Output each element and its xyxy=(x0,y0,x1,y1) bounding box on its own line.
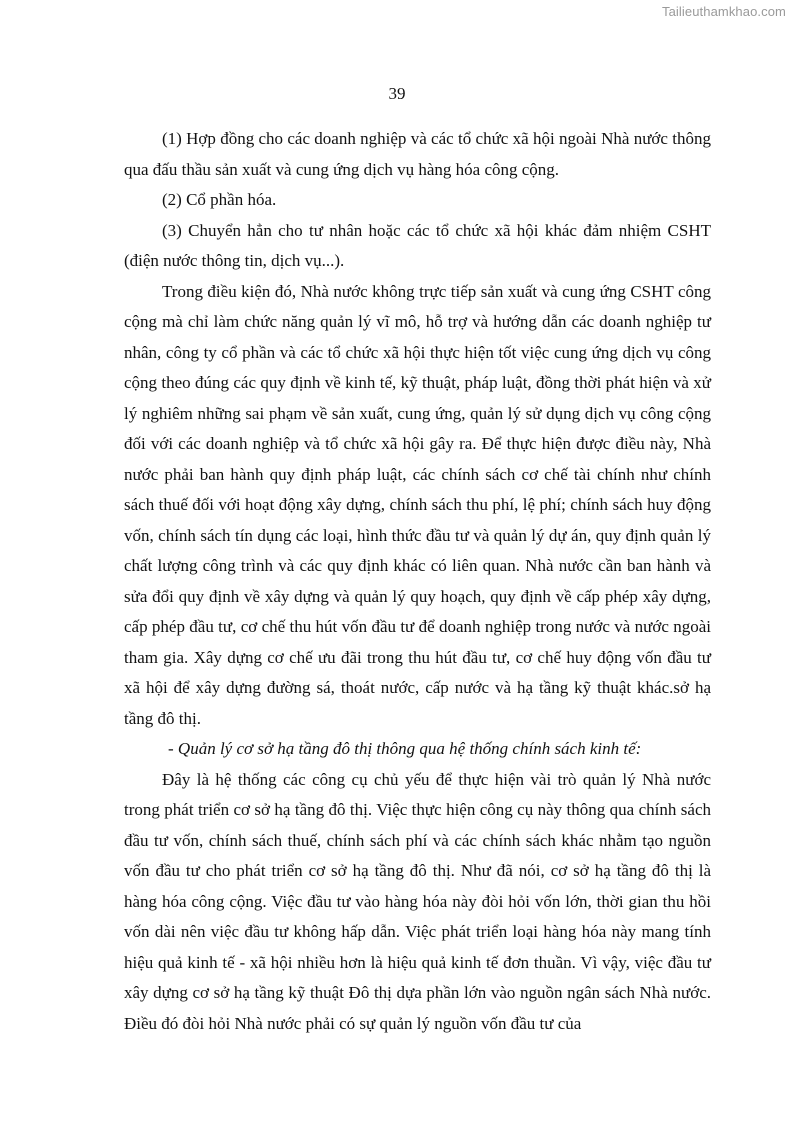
page-number: 39 xyxy=(388,84,406,103)
paragraph-economic-policy: Đây là hệ thống các công cụ chủ yếu để thực hiện vài trò quản lý Nhà nước trong phát triển cơ sở hạ tầng đô thị. Việc thực hiện công cụ này thông qua chính sách đầu tư vốn, chính sách thuế, chính sách phí và các chính sách khác nhằm tạo nguồn vốn đầu tư cho phát triển cơ sở hạ tầng đô thị. Như đã nói, cơ sở hạ tầng đô thị là hàng hóa công cộng. Việc đầu tư vào hàng hóa này đòi hỏi vốn lớn, thời gian thu hồi vốn dài nên việc đầu tư không hấp dẫn. Việc phát triển loại hàng hóa này mang tính hiệu quả kinh tế - xã hội nhiều hơn là hiệu quả kinh tế đơn thuần. Vì vậy, việc đầu tư xây dựng cơ sở hạ tầng kỹ thuật Đô thị dựa phần lớn vào nguồn ngân sách Nhà nước. Điều đó đòi hỏi Nhà nước phải có sự quản lý nguồn vốn đầu tư của xyxy=(124,769,711,1033)
paragraph-item-1: (1) Hợp đồng cho các doanh nghiệp và các tổ chức xã hội ngoài Nhà nước thông qua đấu thầu sản xuất và cung ứng dịch vụ hàng hóa công cộng. xyxy=(124,129,711,179)
paragraph-item-2: (2) Cổ phần hóa. xyxy=(162,190,277,209)
section-heading: - Quản lý cơ sở hạ tầng đô thị thông qua hệ thống chính sách kinh tế: xyxy=(168,739,642,758)
watermark: Tailieuthamkhao.com xyxy=(661,4,786,19)
paragraph-item-3: (3) Chuyển hẳn cho tư nhân hoặc các tổ chức xã hội khác đảm nhiệm CSHT (điện nước thông tin, dịch vụ...). xyxy=(124,220,711,270)
document-body xyxy=(124,124,711,1039)
paragraph-conditions: Trong điều kiện đó, Nhà nước không trực tiếp sản xuất và cung ứng CSHT công cộng mà chỉ làm chức năng quản lý vĩ mô, hỗ trợ và hướng dẫn các doanh nghiệp tư nhân, công ty cổ phần và các tổ chức xã hội thực hiện tốt việc cung ứng dịch vụ công cộng theo đúng các quy định về kinh tế, kỹ thuật, pháp luật, đồng thời phát hiện và xử lý nghiêm những sai phạm về sản xuất, cung ứng, quản lý sử dụng dịch vụ công cộng đối với các doanh nghiệp và tổ chức xã hội gây ra. Để thực hiện được điều này, Nhà nước phải ban hành quy định pháp luật, các chính sách cơ chế tài chính như chính sách thuế đối với hoạt động xây dựng, chính sách thu phí, lệ phí; chính sách huy động vốn, chính sách tín dụng các loại, hình thức đầu tư và quản lý dự án, quy định quản lý chất lượng công trình và các quy định khác có liên quan. Nhà nước cần ban hành và sửa đổi quy định về xây dựng và quản lý quy hoạch, quy định về cấp phép xây dựng, cấp phép đầu tư, cơ chế thu hút vốn đầu tư để doanh nghiệp trong nước và nước ngoài tham gia. Xây dựng cơ chế ưu đãi trong thu hút đầu tư, cơ chế huy động vốn đầu tư xã hội để xây dựng đường sá, thoát nước, cấp nước và hạ tầng kỹ thuật khác.sở hạ tầng đô thị. xyxy=(124,281,711,728)
